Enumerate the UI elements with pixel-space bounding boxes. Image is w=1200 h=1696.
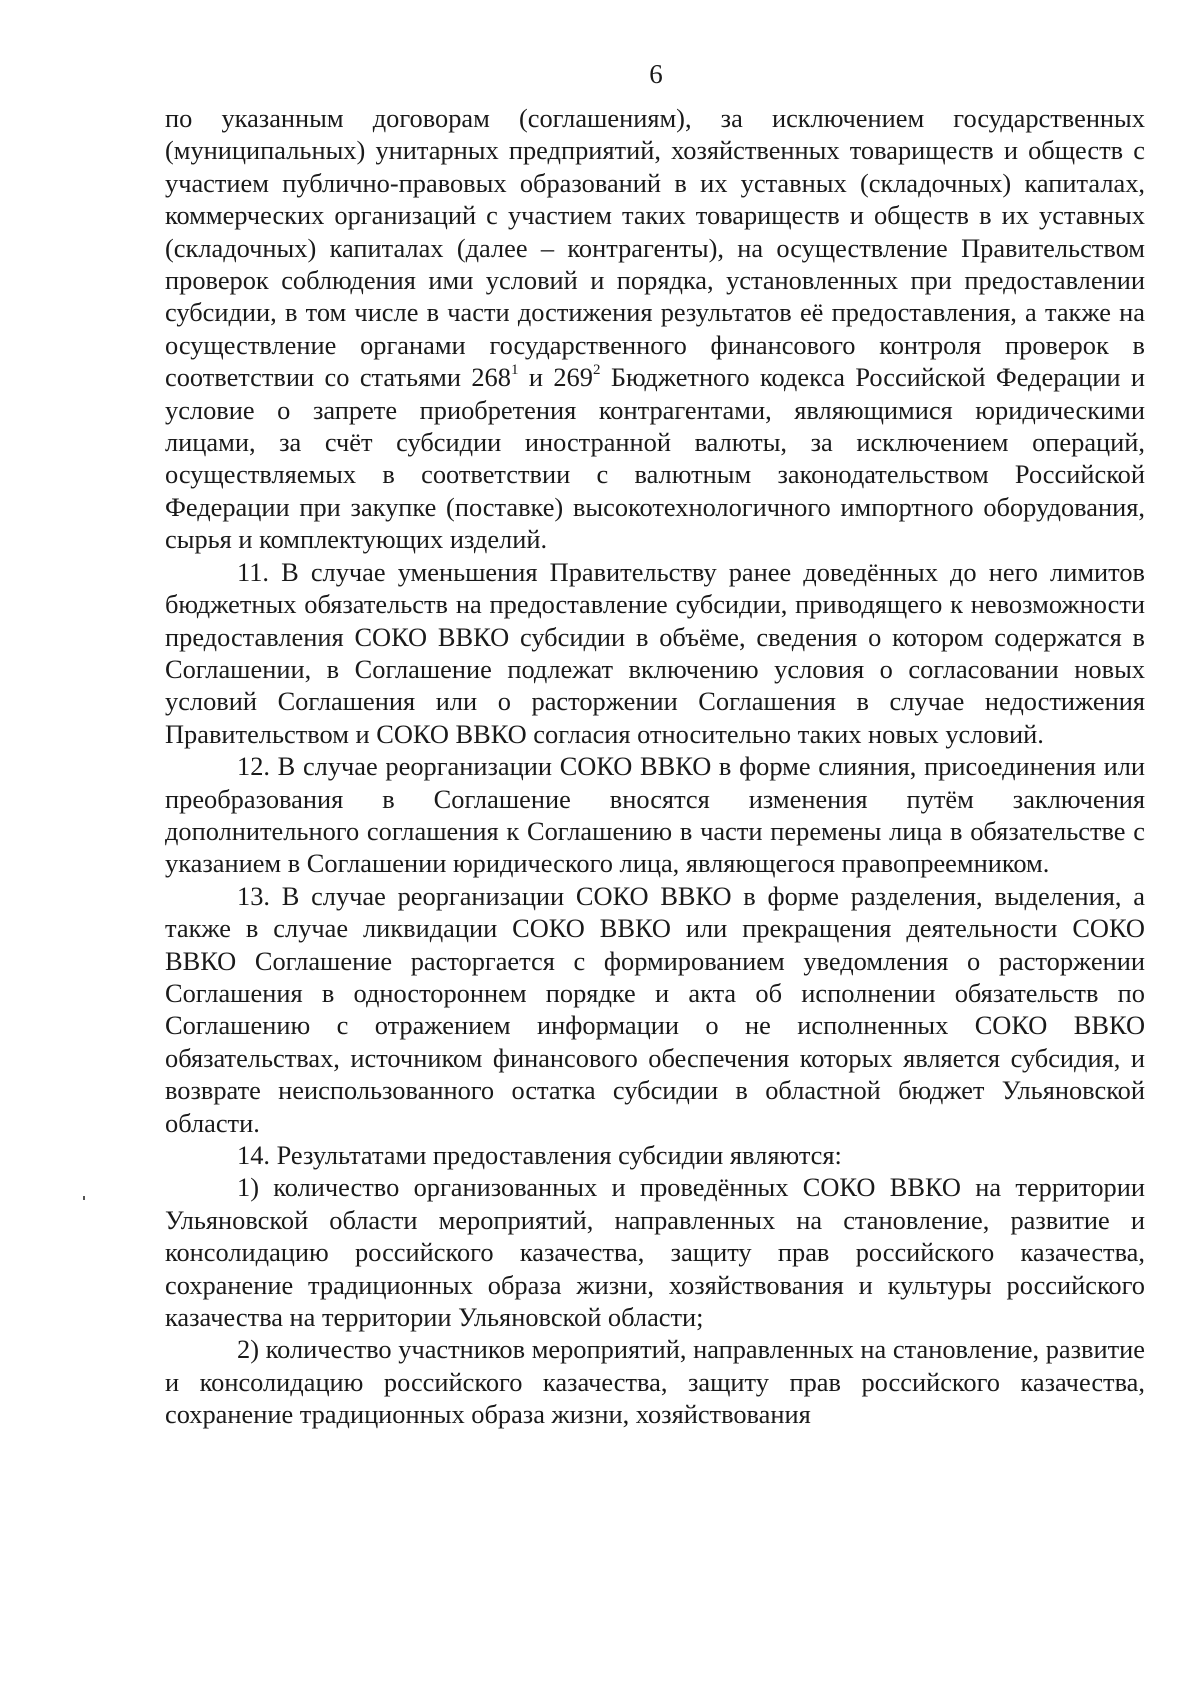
paragraph-continuation-text-3: Бюджетного кодекса Российской Федерации и условие о запрете приобретения контрагентами, являющимися юридическими лицами, за счёт субсидии иностранной валюты, за исключением операций, осуществляемых в соответствии с валютным законодательством Российской Федерации при закупке (поставке) высокотехнологичного импортного оборудования, сырья и комплектующих изделий. xyxy=(165,362,1145,555)
paragraph-14-item-1: 1) количество организованных и проведённых СОКО ВВКО на территории Ульяновской области мероприятий, направленных на становление, развитие и консолидацию российского казачества, защиту прав российского казачества, сохранение традиционных образа жизни, хозяйствования и культуры российского казачества на территории Ульяновской области; xyxy=(165,1172,1145,1333)
paragraph-13: 13. В случае реорганизации СОКО ВВКО в форме разделения, выделения, а также в случае ликвидации СОКО ВВКО или прекращения деятельности СОКО ВВКО Соглашение расторгается с формированием уведомления о расторжении Соглашения в одностороннем порядке и акта об исполнении обязательств по Соглашению с отражением информации о не исполненных СОКО ВВКО обязательствах, источником финансового обеспечения которых является субсидия, и возврате неиспользованного остатка субсидии в областной бюджет Ульяновской области. xyxy=(165,880,1145,1138)
scan-speck xyxy=(83,1196,85,1200)
paragraph-11: 11. В случае уменьшения Правительству ранее доведённых до него лимитов бюджетных обязательств на предоставление субсидии, приводящего к невозможности предоставления СОКО ВВКО субсидии в объёме, сведения о котором содержатся в Соглашении, в Соглашение подлежат включению условия о согласовании новых условий Соглашения или о расторжении Соглашения в случае недостижения Правительством и СОКО ВВКО согласия относительно таких новых условий. xyxy=(165,556,1145,749)
page-number: 6 xyxy=(649,59,663,89)
document-body xyxy=(165,102,1145,1431)
paragraph-continuation xyxy=(165,102,1145,556)
article-268-superscript: 1 xyxy=(510,362,519,379)
paragraph-continuation-text-1: по указанным договорам (соглашениям), за исключением государственных (муниципальных) унитарных предприятий, хозяйственных товариществ и обществ с участием публично-правовых образований в их уставных (складочных) капиталах, коммерческих организаций с участием таких товариществ и обществ в их уставных (складочных) капиталах (далее – контрагенты), на осуществление Правительством проверок соблюдения ими условий и порядка, установленных при предоставлении субсидии, в том числе в части достижения результатов её предоставления, а также на осуществление органами государственного финансового контроля проверок в соответствии со статьями 268 xyxy=(165,103,1145,393)
article-269-superscript: 2 xyxy=(592,362,601,379)
paragraph-12: 12. В случае реорганизации СОКО ВВКО в форме слияния, присоединения или преобразования в Соглашение вносятся изменения путём заключения дополнительного соглашения к Соглашению в части перемены лица в обязательстве с указанием в Соглашении юридического лица, являющегося правопреемником. xyxy=(165,751,1145,879)
paragraph-14-item-2: 2) количество участников мероприятий, направленных на становление, развитие и консолидацию российского казачества, защиту прав российского казачества, сохранение традиционных образа жизни, хозяйствования xyxy=(165,1334,1145,1430)
paragraph-continuation-text-2: и 269 xyxy=(518,362,593,393)
paragraph-14: 14. Результатами предоставления субсидии являются: xyxy=(237,1140,842,1170)
